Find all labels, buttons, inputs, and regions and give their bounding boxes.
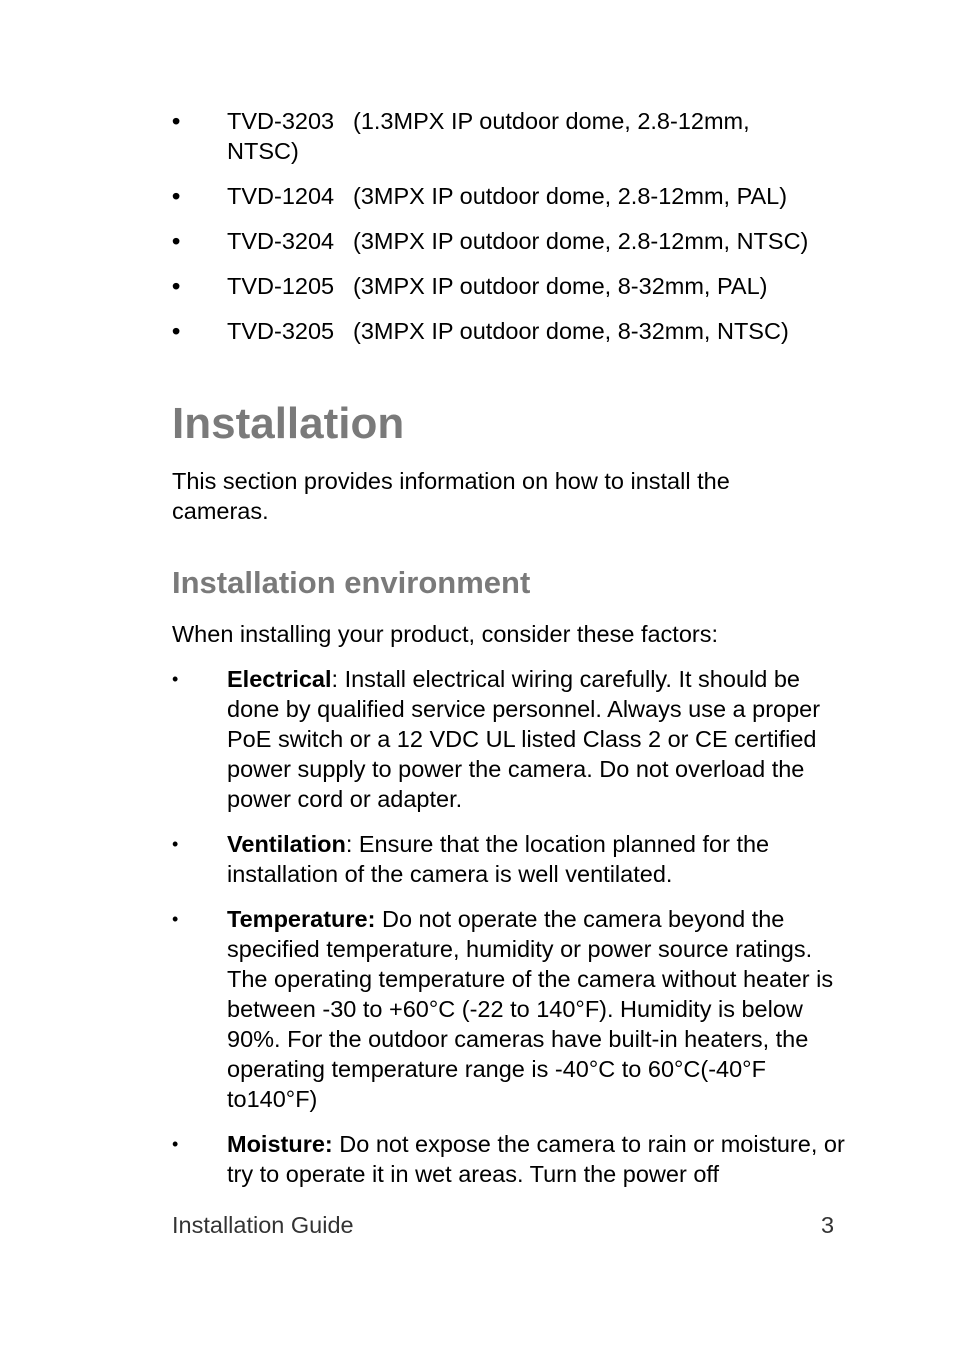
factor-text: Do not expose the camera to rain or moisture, or try to operate it in wet areas. Turn the power off [227,1131,845,1187]
factor-body [227,829,852,889]
model-text [227,271,827,301]
section-title: Installation [172,399,405,448]
section-intro: This section provides information on how to install the cameras. [172,468,730,524]
model-text [227,181,827,211]
factor-term: Ventilation [227,831,346,857]
factor-body [227,904,852,1114]
bullet: • [172,834,179,854]
model-desc: (3MPX IP outdoor dome, 2.8-12mm, PAL) [353,183,788,209]
bullet: • [172,273,181,299]
model-desc: (3MPX IP outdoor dome, 8-32mm, NTSC) [353,318,789,344]
model-code: TVD-3205 [227,318,335,344]
model-list [0,106,954,361]
bullet: • [172,228,181,254]
model-desc: (3MPX IP outdoor dome, 2.8-12mm, NTSC) [353,228,809,254]
factor-item-ventilation [0,829,954,889]
factor-item-temperature [0,904,954,1114]
factor-body [227,1129,852,1189]
factor-text: : Ensure that the location planned for the installation of the camera is well ventilated. [227,831,770,887]
model-desc: (3MPX IP outdoor dome, 8-32mm, PAL) [353,273,768,299]
page-number: 3 [821,1212,835,1238]
footer-title: Installation Guide [172,1212,354,1238]
factor-text: Do not operate the camera beyond the specified temperature, humidity or power source ratings. The operating temperature of the camera without heater is between -30 to +60°C (-22 to 140°F). Humidity is below 90%. For the outdoor cameras have built-in heaters, the operating temperature range is -40°C to 60°C(-40°F to140°F) [227,906,834,1112]
factor-term: Temperature: [227,906,376,932]
model-item [0,106,954,166]
factor-item-electrical [0,664,954,814]
model-code: TVD-1205 [227,273,335,299]
model-code: TVD-1204 [227,183,335,209]
model-code: TVD-3203 [227,108,335,134]
model-text [227,316,827,346]
model-item [0,271,954,301]
bullet: • [172,1134,179,1154]
model-item [0,316,954,346]
model-item [0,181,954,211]
subsection-title: Installation environment [172,565,531,600]
bullet: • [172,108,181,134]
model-text [227,226,827,256]
subsection-lead: When installing your product, consider these factors: [172,621,718,647]
bullet: • [172,909,179,929]
model-code: TVD-3204 [227,228,335,254]
bullet: • [172,183,181,209]
bullet: • [172,669,179,689]
model-item [0,226,954,256]
factor-item-moisture [0,1129,954,1189]
factor-term: Electrical [227,666,332,692]
bullet: • [172,318,181,344]
factor-body [227,664,852,814]
factor-term: Moisture: [227,1131,333,1157]
model-desc-cont: NTSC) [227,138,299,164]
factor-text: : Install electrical wiring carefully. It should be done by qualified service personnel. Always use a proper PoE switch or a 12 VDC UL listed Class 2 or CE certified power supply to power the camera. Do not overload the power cord or adapter. [227,666,821,812]
model-text [227,106,827,166]
model-desc: (1.3MPX IP outdoor dome, 2.8-12mm, [353,108,750,134]
factor-list [0,664,954,1204]
